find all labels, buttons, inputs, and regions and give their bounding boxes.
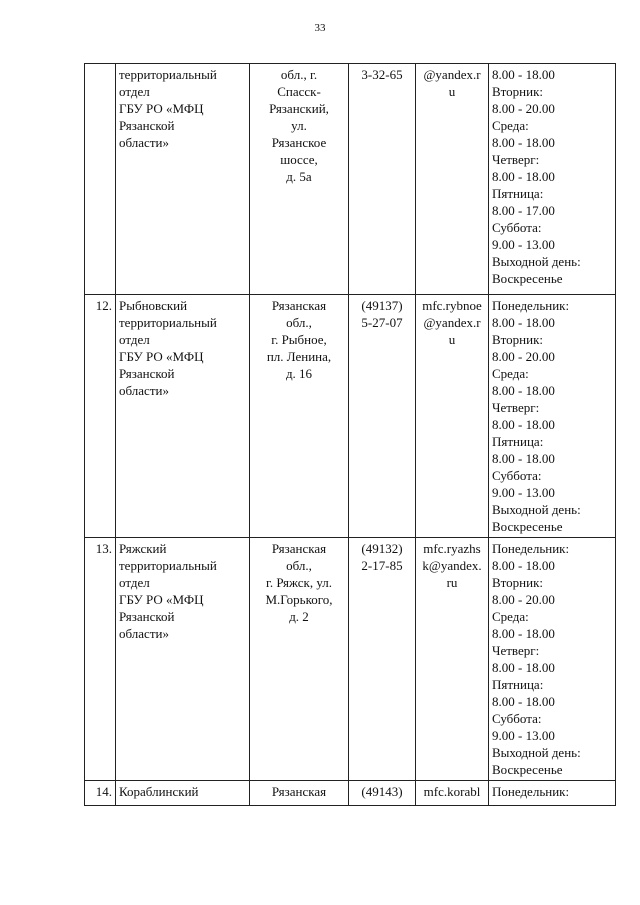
cell-text-line: Рязанская xyxy=(271,784,327,799)
cell-text-line: д. 16 xyxy=(285,366,313,381)
cell-text-line: Воскресенье xyxy=(492,271,563,286)
cell-text-line: @yandex.r xyxy=(423,67,481,82)
table-row xyxy=(85,781,616,806)
cell-text-line: u xyxy=(448,84,456,99)
cell-text-line: 8.00 - 18.00 xyxy=(492,383,555,398)
cell-text-line: отдел xyxy=(119,575,150,590)
cell-text-line: mfc.ryazhs xyxy=(423,541,481,556)
cell-text-line: mfc.rybnoe xyxy=(422,298,482,313)
cell-text-line: Ряжский xyxy=(119,541,167,556)
phone-cell xyxy=(349,64,416,295)
address-cell xyxy=(250,295,349,538)
address-cell xyxy=(250,781,349,806)
cell-text-line: территориальный xyxy=(119,315,217,330)
cell-text-line: Выходной день: xyxy=(492,502,581,517)
cell-text-line: 9.00 - 13.00 xyxy=(492,237,555,252)
cell-text-line: территориальный xyxy=(119,558,217,573)
cell-text-line: 8.00 - 18.00 xyxy=(492,135,555,150)
cell-text-line: Рязанский, xyxy=(269,101,329,116)
cell-text-line: mfc.korabl xyxy=(423,784,481,799)
cell-text-line: Среда: xyxy=(492,609,529,624)
working-hours-cell xyxy=(489,64,616,295)
cell-text-line: ru xyxy=(446,575,458,590)
cell-text-line: области» xyxy=(119,383,169,398)
cell-text-line: Понедельник: xyxy=(492,784,570,799)
cell-text-line: 8.00 - 18.00 xyxy=(492,169,555,184)
cell-text-line: Воскресенье xyxy=(492,762,563,777)
cell-text-line: Пятница: xyxy=(492,677,544,692)
cell-text-line: 8.00 - 18.00 xyxy=(492,626,555,641)
phone-cell xyxy=(349,295,416,538)
email-cell xyxy=(416,64,489,295)
address-cell xyxy=(250,538,349,781)
cell-text-line: 8.00 - 18.00 xyxy=(492,660,555,675)
cell-text-line: 2-17-85 xyxy=(361,558,403,573)
phone-cell xyxy=(349,538,416,781)
cell-text-line: u xyxy=(448,332,456,347)
row-number-cell: 13. xyxy=(85,538,116,781)
office-name-cell xyxy=(116,295,250,538)
cell-text-line: 8.00 - 20.00 xyxy=(492,349,555,364)
cell-text-line: Понедельник: xyxy=(492,298,570,313)
cell-text-line: Среда: xyxy=(492,366,529,381)
cell-text-line: Четверг: xyxy=(492,400,540,415)
cell-text-line: (49132) xyxy=(361,541,403,556)
cell-text-line: 8.00 - 18.00 xyxy=(492,315,555,330)
cell-text-line: Кораблинский xyxy=(119,784,199,799)
cell-text-line: отдел xyxy=(119,332,150,347)
cell-text-line: территориальный xyxy=(119,67,217,82)
cell-text-line: ГБУ РО «МФЦ xyxy=(119,101,204,116)
phone-cell xyxy=(349,781,416,806)
cell-text-line: 8.00 - 18.00 xyxy=(492,67,555,82)
cell-text-line: Рязанское xyxy=(271,135,327,150)
cell-text-line: Рязанской xyxy=(119,366,175,381)
cell-text-line: Суббота: xyxy=(492,468,542,483)
cell-text-line: Выходной день: xyxy=(492,254,581,269)
cell-text-line: д. 5а xyxy=(286,169,312,184)
cell-text-line: Среда: xyxy=(492,118,529,133)
working-hours-cell xyxy=(489,538,616,781)
table-row xyxy=(85,538,616,781)
email-cell xyxy=(416,295,489,538)
cell-text-line: 8.00 - 20.00 xyxy=(492,101,555,116)
office-name-cell xyxy=(116,538,250,781)
cell-text-line: обл., xyxy=(286,558,312,573)
cell-text-line: Четверг: xyxy=(492,643,540,658)
cell-text-line: Выходной день: xyxy=(492,745,581,760)
office-name-cell xyxy=(116,781,250,806)
cell-text-line: области» xyxy=(119,135,169,150)
cell-text-line: обл., xyxy=(286,315,312,330)
office-name-cell xyxy=(116,64,250,295)
cell-text-line: М.Горького, xyxy=(265,592,333,607)
page-number: 33 xyxy=(314,22,326,34)
cell-text-line: @yandex.r xyxy=(423,315,481,330)
cell-text-line: Рязанская xyxy=(271,298,327,313)
row-number-cell: 14. xyxy=(85,781,116,806)
cell-text-line: Понедельник: xyxy=(492,541,570,556)
address-cell xyxy=(250,64,349,295)
row-number-cell: 12. xyxy=(85,295,116,538)
cell-text-line: 9.00 - 13.00 xyxy=(492,485,555,500)
cell-text-line: 8.00 - 18.00 xyxy=(492,417,555,432)
table-body xyxy=(85,64,616,806)
cell-text-line: Спасск- xyxy=(277,84,321,99)
row-number-cell xyxy=(85,64,116,295)
cell-text-line: д. 2 xyxy=(289,609,309,624)
cell-text-line: Вторник: xyxy=(492,575,544,590)
cell-text-line: Суббота: xyxy=(492,711,542,726)
cell-text-line: 5-27-07 xyxy=(361,315,403,330)
cell-text-line: Четверг: xyxy=(492,152,540,167)
cell-text-line: Воскресенье xyxy=(492,519,563,534)
cell-text-line: Рязанская xyxy=(271,541,327,556)
cell-text-line: Вторник: xyxy=(492,332,544,347)
cell-text-line: 8.00 - 18.00 xyxy=(492,558,555,573)
cell-text-line: области» xyxy=(119,626,169,641)
cell-text-line: 8.00 - 18.00 xyxy=(492,694,555,709)
cell-text-line: Рязанской xyxy=(119,118,175,133)
cell-text-line: k@yandex. xyxy=(422,558,482,573)
cell-text-line: Рыбновский xyxy=(119,298,188,313)
table-row xyxy=(85,295,616,538)
cell-text-line: 8.00 - 20.00 xyxy=(492,592,555,607)
cell-text-line: Пятница: xyxy=(492,434,544,449)
cell-text-line: отдел xyxy=(119,84,150,99)
working-hours-cell xyxy=(489,781,616,806)
cell-text-line: (49143) xyxy=(361,784,403,799)
table-row xyxy=(85,64,616,295)
cell-text-line: 3-32-65 xyxy=(361,67,403,82)
cell-text-line: шоссе, xyxy=(280,152,318,167)
cell-text-line: Рязанской xyxy=(119,609,175,624)
email-cell xyxy=(416,781,489,806)
cell-text-line: обл., г. xyxy=(280,67,318,82)
cell-text-line: Суббота: xyxy=(492,220,542,235)
cell-text-line: г. Рыбное, xyxy=(271,332,327,347)
working-hours-cell xyxy=(489,295,616,538)
cell-text-line: пл. Ленина, xyxy=(266,349,332,364)
cell-text-line: ул. xyxy=(291,118,307,133)
cell-text-line: 9.00 - 13.00 xyxy=(492,728,555,743)
mfc-offices-table xyxy=(84,63,616,806)
cell-text-line: ГБУ РО «МФЦ xyxy=(119,349,204,364)
cell-text-line: (49137) xyxy=(361,298,403,313)
cell-text-line: Пятница: xyxy=(492,186,544,201)
cell-text-line: 8.00 - 17.00 xyxy=(492,203,555,218)
cell-text-line: Вторник: xyxy=(492,84,544,99)
email-cell xyxy=(416,538,489,781)
cell-text-line: ГБУ РО «МФЦ xyxy=(119,592,204,607)
cell-text-line: г. Ряжск, ул. xyxy=(265,575,333,590)
cell-text-line: 8.00 - 18.00 xyxy=(492,451,555,466)
